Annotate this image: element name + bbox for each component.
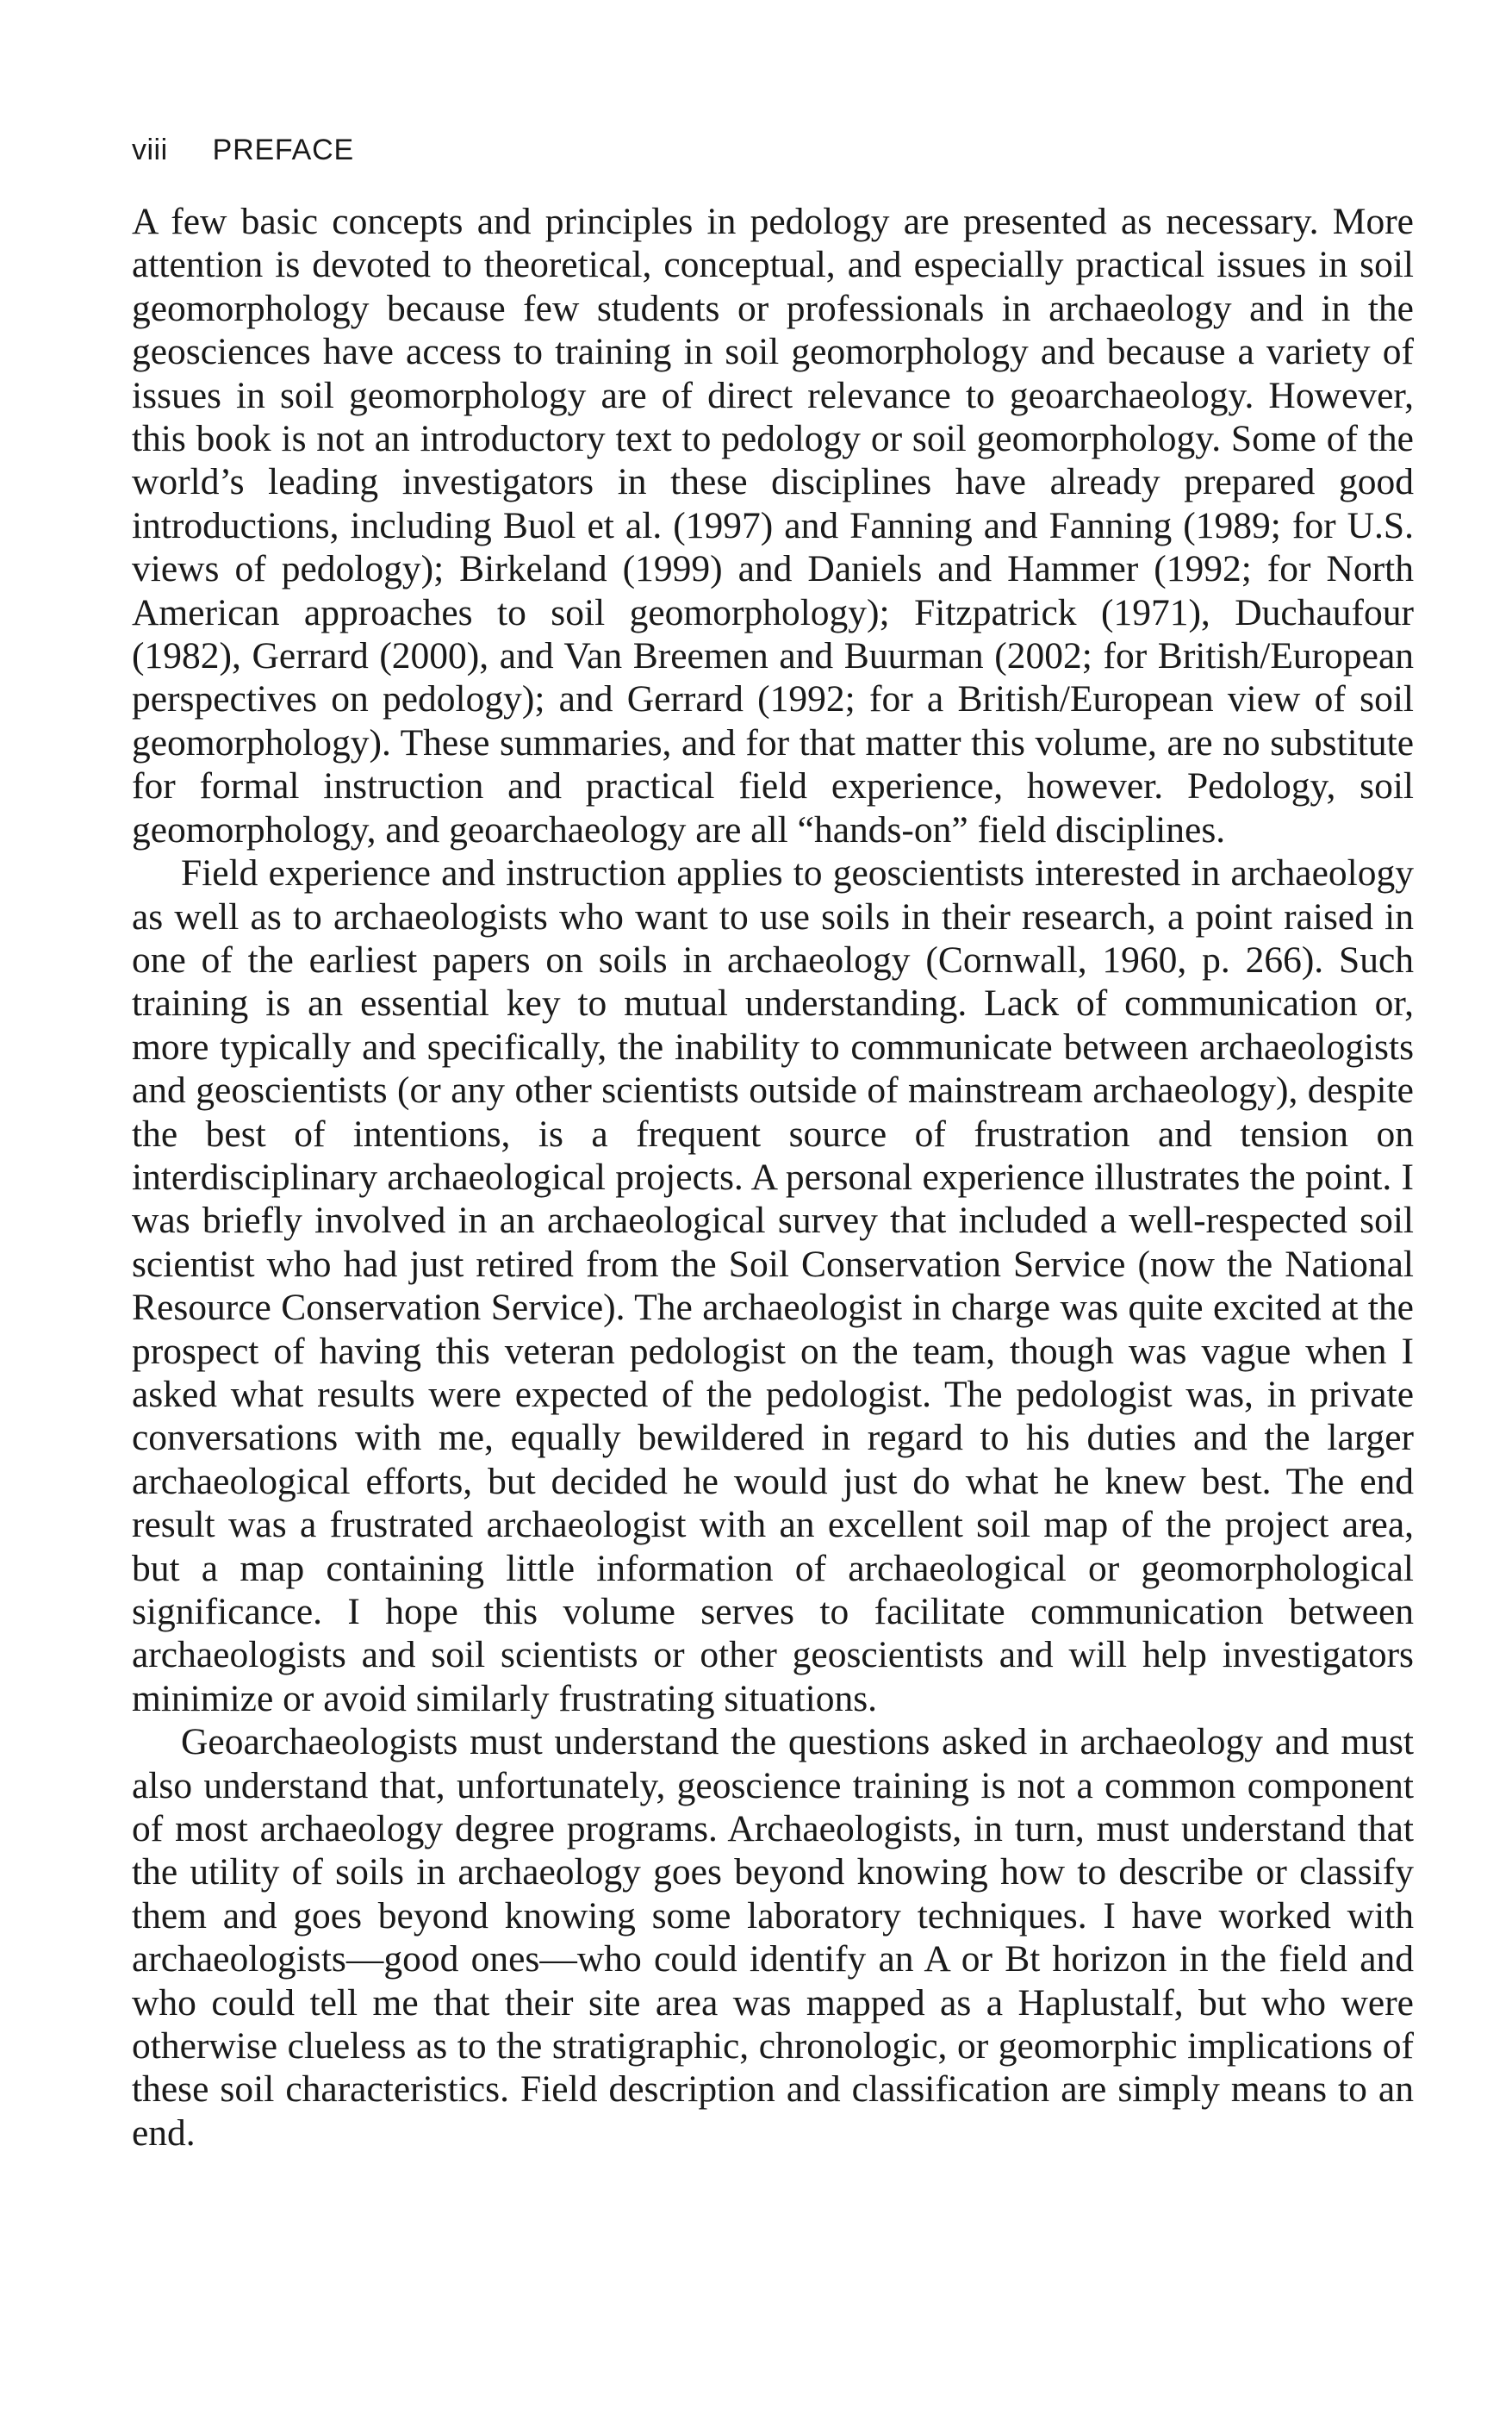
paragraph-3: Geoarchaeologists must understand the questions asked in archaeology and must also understand that, unfortunately, geoscience training is not a common component of most archaeology degree programs. Archaeologists, in turn, must understand that the utility of soils in archaeology goes beyond knowing how to describe or classify them and goes beyond knowing some laboratory techniques. I have worked with archaeologists—good ones—who could identify an A or Bt horizon in the field and who could tell me that their site area was mapped as a Haplustalf, but who were otherwise clueless as to the stratigraphic, chronologic, or geomorphic implications of these soil characteristics. Field description and classification are simply means to an end.	[132, 1721, 1414, 2154]
running-head	[132, 134, 354, 167]
body-text	[132, 200, 1414, 2155]
page-number: viii	[132, 134, 168, 166]
paragraph-2: Field experience and instruction applies to geoscientists interested in archaeology as well as to archaeologists who want to use soils in their research, a point raised in one of the earliest papers on soils in archaeology (Cornwall, 1960, p. 266). Such training is an essential key to mutual understanding. Lack of communication or, more typically and specifically, the inability to communicate between archaeologists and geoscientists (or any other scientists outside of mainstream archaeology), despite the best of intentions, is a frequent source of frustration and tension on interdisciplinary archaeological projects. A personal experience illustrates the point. I was briefly involved in an archaeological survey that included a well-respected soil scientist who had just retired from the Soil Conservation Service (now the National Resource Conservation Service). The archaeologist in charge was quite excited at the prospect of having this veteran pedologist on the team, though was vague when I asked what results were expected of the pedologist. The pedologist was, in private conversations with me, equally bewildered in regard to his duties and the larger archaeological efforts, but decided he would just do what he knew best. The end result was a frustrated archaeologist with an excellent soil map of the project area, but a map containing little information of archaeological or geomorphological significance. I hope this volume serves to facilitate communication between archaeologists and soil scientists or other geoscientists and will help investigators minimize or avoid similarly frustrating situations.	[132, 852, 1414, 1719]
paragraph-1: A few basic concepts and principles in pedology are presented as necessary. More attention is devoted to theoretical, conceptual, and especially practical issues in soil geomorphology because few students or professionals in archaeology and in the geosciences have access to training in soil geomorphology and because a variety of issues in soil geomorphology are of direct relevance to geoarchaeology. However, this book is not an introductory text to pedology or soil geomorphology. Some of the world’s leading investigators in these disciplines have already prepared good introductions, including Buol et al. (1997) and Fanning and Fanning (1989; for U.S. views of pedology); Birkeland (1999) and Daniels and Hammer (1992; for North American approaches to soil geomorphology); Fitzpatrick (1971), Duchaufour (1982), Gerrard (2000), and Van Breemen and Buurman (2002; for British/European perspectives on pedology); and Gerrard (1992; for a British/European view of soil geomorphology). These summaries, and for that matter this volume, are no substitute for formal instruction and practical field experience, however. Pedology, soil geomorphology, and geoarchaeology are all “hands-on” field disciplines.	[132, 201, 1414, 851]
section-title: PREFACE	[212, 134, 354, 166]
